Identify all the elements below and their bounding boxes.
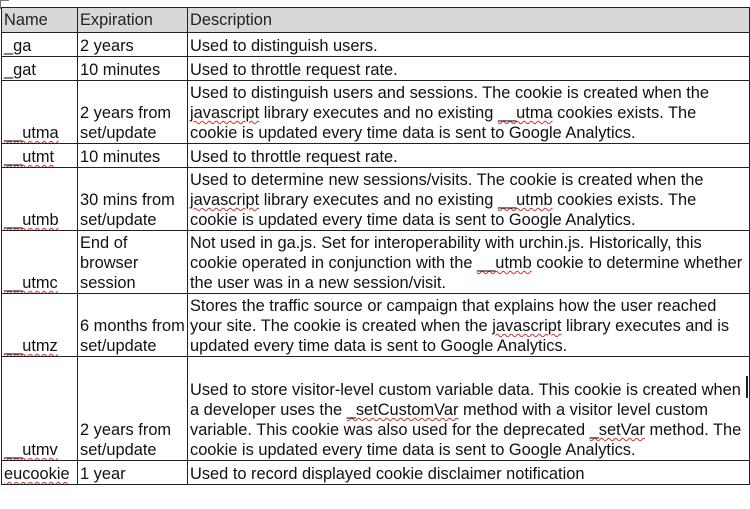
table-row — [2, 231, 750, 294]
cookie-description — [188, 168, 750, 231]
cookie-description: Used to distinguish users. — [188, 33, 750, 57]
cookie-name-text: __utmz — [4, 337, 58, 355]
desc-text: library executes and no existing — [259, 191, 498, 209]
table-row — [2, 294, 750, 357]
cookie-description: Used to throttle request rate. — [188, 144, 750, 168]
cookie-name — [2, 81, 78, 144]
desc-text: Used to distinguish users and sessions. The cookie is created when the — [190, 84, 710, 102]
desc-text: Used to determine new sessions/visits. The cookie is created when the — [190, 171, 704, 189]
table-header-row — [2, 8, 750, 33]
cookie-name — [2, 357, 78, 461]
desc-text: method. The cookie is updated every time data is sent to Google Analytics. — [190, 421, 742, 459]
cookie-description — [188, 357, 750, 461]
cookie-description: Used to record displayed cookie disclaimer notification — [188, 461, 750, 485]
cookie-expiration: 30 mins from set/update — [78, 168, 188, 231]
desc-text: library executes and is updated every time data is sent to Google Analytics. — [190, 317, 730, 355]
desc-text: Stores the traffic source or campaign that explains how the user reached your site. The cookie is created when the — [190, 297, 717, 335]
cookie-name-text: __utmt — [4, 148, 55, 166]
table-row — [2, 461, 750, 485]
table-row — [2, 81, 750, 144]
cookie-name — [2, 168, 78, 231]
cookie-description: Used to throttle request rate. — [188, 57, 750, 81]
cookie-expiration: 2 years from set/update — [78, 357, 188, 461]
desc-spellcheck-word: _setVar — [589, 421, 645, 439]
table-row — [2, 144, 750, 168]
header-name: Name — [2, 8, 78, 33]
cookie-table — [1, 7, 750, 485]
cookie-name — [2, 144, 78, 168]
header-description: Description — [188, 8, 750, 33]
desc-text: cookies exists. The cookie is updated every time data is sent to Google Analytics. — [190, 191, 697, 229]
table-row — [2, 357, 750, 461]
desc-spellcheck-word: javascript — [190, 191, 260, 209]
text-cursor — [746, 376, 748, 398]
cookie-expiration: 6 months from set/update — [78, 294, 188, 357]
cookie-name-text: __utmb — [4, 211, 59, 229]
cookie-name — [2, 231, 78, 294]
desc-text: cookie to determine whether the user was in a new session/visit. — [190, 254, 743, 292]
desc-spellcheck-word: javascript — [492, 317, 562, 335]
desc-spellcheck-word: __utmb — [497, 191, 553, 209]
desc-text: Not used in ga.js. Set for interoperability with urchin.js. Historically, this cookie operated in conjunction with the — [190, 234, 702, 272]
cookie-name — [2, 461, 78, 485]
cookie-name: _ga — [2, 33, 78, 57]
table-row — [2, 57, 750, 81]
cookie-name-text: __utmv — [4, 441, 58, 459]
desc-spellcheck-word: javascript — [190, 104, 260, 122]
desc-spellcheck-word: _setCustomVar — [346, 401, 459, 419]
table-row — [2, 33, 750, 57]
cookie-description — [188, 231, 750, 294]
desc-spellcheck-word: __utmb — [477, 254, 532, 272]
cookie-expiration: 2 years from set/update — [78, 81, 188, 144]
desc-spellcheck-word: __utma — [497, 104, 553, 122]
cookie-expiration: 10 minutes — [78, 144, 188, 168]
cookie-expiration: 2 years — [78, 33, 188, 57]
cookie-name: _gat — [2, 57, 78, 81]
cookie-name-text: __utmc — [4, 274, 58, 292]
desc-text: Used to store visitor-level custom variable data. This cookie is created when a developer uses the — [190, 381, 741, 419]
header-expiration: Expiration — [78, 8, 188, 33]
cookie-name-text: eucookie — [4, 465, 70, 483]
cookie-name-text: __utma — [4, 124, 59, 142]
cookie-description — [188, 294, 750, 357]
cookie-expiration: 1 year — [78, 461, 188, 485]
table-row — [2, 168, 750, 231]
cookie-name — [2, 294, 78, 357]
desc-text: method with a visitor level custom variable. This cookie was also used for the deprecated — [190, 401, 709, 439]
cookie-expiration: End of browser session — [78, 231, 188, 294]
cookie-expiration: 10 minutes — [78, 57, 188, 81]
cookie-description — [188, 81, 750, 144]
desc-text: cookies exists. The cookie is updated every time data is sent to Google Analytics. — [190, 104, 697, 142]
desc-text: library executes and no existing — [259, 104, 498, 122]
